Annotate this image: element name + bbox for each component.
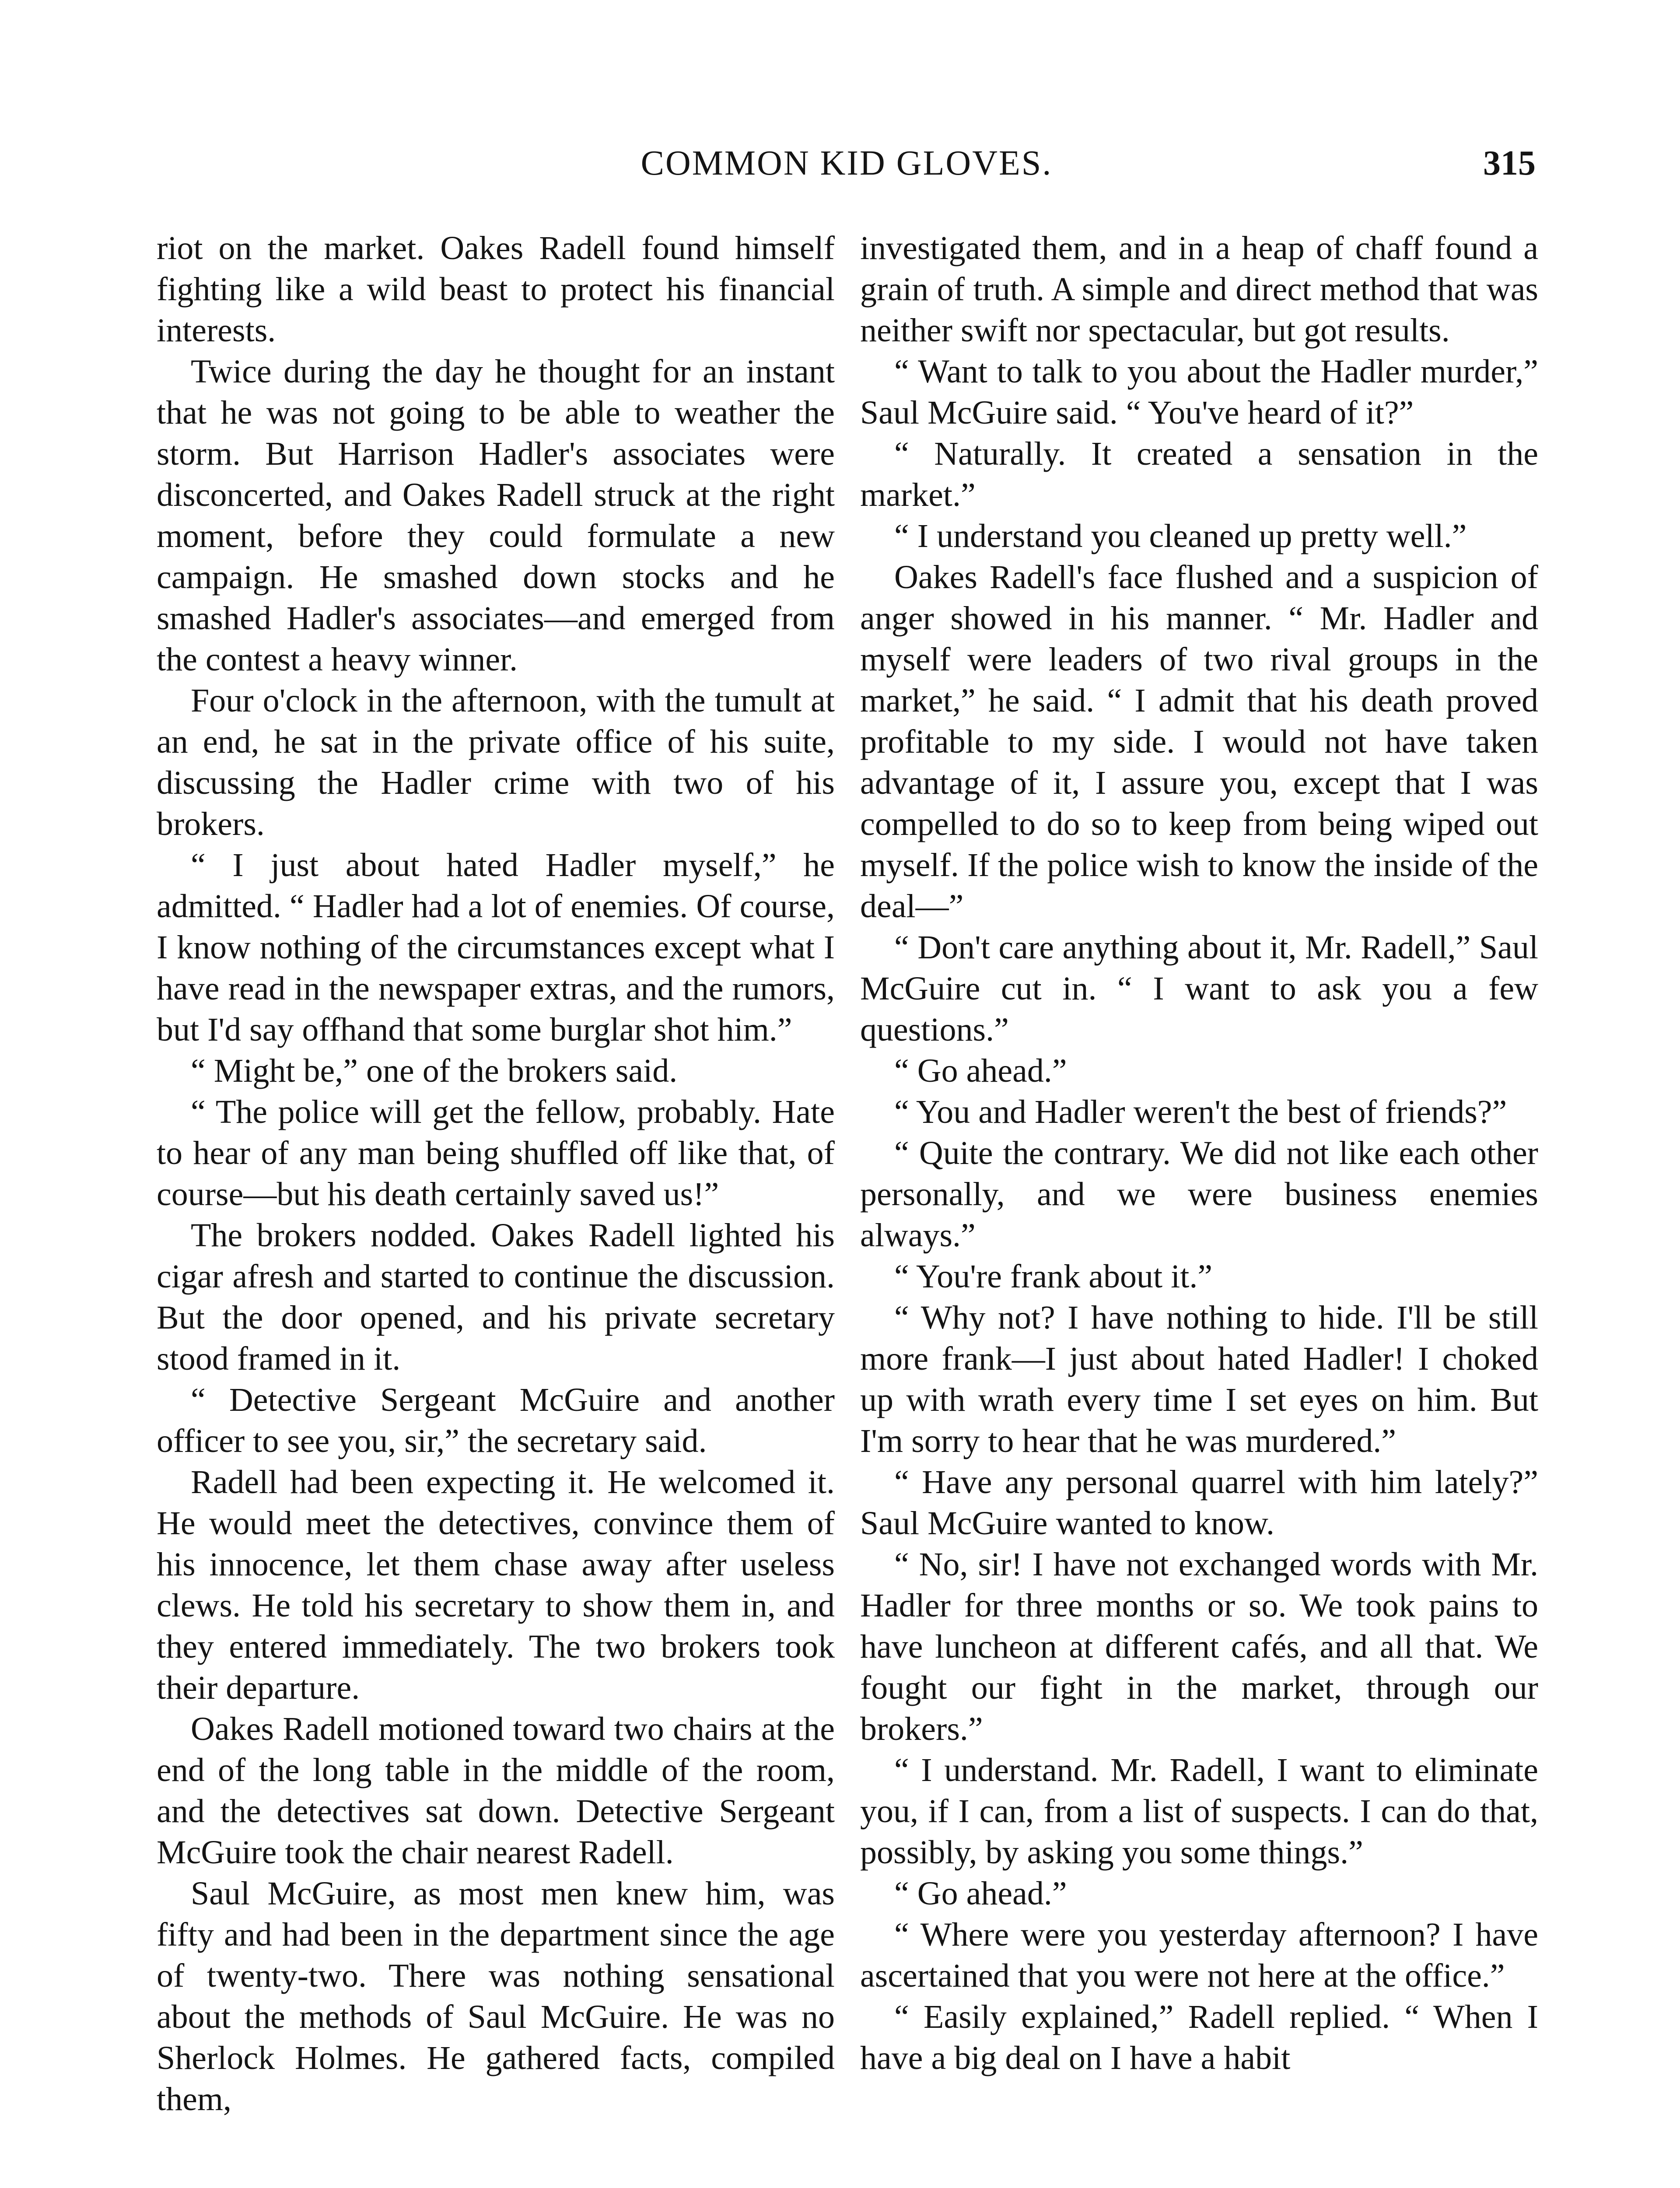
paragraph: “ Go ahead.” <box>894 1052 1067 1089</box>
paragraph: riot on the market. Oakes Radell found himself fighting like a wild beast to protect his financial interests. <box>157 230 835 349</box>
paragraph: Oakes Radell's face flushed and a suspicion of anger showed in his manner. “ Mr. Hadler and myself were leaders of two rival groups in the market,” he said. “ I admit that his death proved profitable to my side. I would not have taken advantage of it, I assure you, except that I was compelled to do so to keep from being wiped out myself. If the police wish to know the inside of the deal—” <box>860 559 1538 925</box>
paragraph: Saul McGuire, as most men knew him, was fifty and had been in the department since the age of twenty-two. There was nothing sensational about the methods of Saul McGuire. He was no Sherlock Holmes. He gathered facts, compiled them, <box>157 1875 835 2118</box>
paragraph: “ Might be,” one of the brokers said. <box>191 1052 678 1089</box>
paragraph: “ Naturally. It created a sensation in the market.” <box>860 435 1538 513</box>
paragraph: “ Easily explained,” Radell replied. “ When I have a big deal on I have a habit <box>860 1999 1538 2076</box>
paragraph: The brokers nodded. Oakes Radell lighted his cigar afresh and started to continue the discussion. But the door opened, and his private secretary stood framed in it. <box>157 1217 835 1377</box>
paragraph: Four o'clock in the afternoon, with the tumult at an end, he sat in the private office of his suite, discussing the Hadler crime with two of his brokers. <box>157 682 835 842</box>
running-head <box>158 139 1536 187</box>
paragraph: investigated them, and in a heap of chaff found a grain of truth. A simple and direct method that was neither swift nor spectacular, but got results. <box>860 230 1538 349</box>
paragraph: “ Go ahead.” <box>894 1875 1067 1912</box>
paragraph: “ Have any personal quarrel with him lately?” Saul McGuire wanted to know. <box>860 1464 1538 1542</box>
paragraph: “ Why not? I have nothing to hide. I'll be still more frank—I just about hated Hadler! I choked up with wrath every time I set eyes on him. But I'm sorry to hear that he was murdered.” <box>860 1299 1538 1459</box>
page-number: 315 <box>1483 144 1536 182</box>
paragraph: “ The police will get the fellow, probably. Hate to hear of any man being shuffled off like that, of course—but his death certainly saved us!” <box>157 1094 835 1213</box>
paragraph: Oakes Radell motioned toward two chairs at the end of the long table in the middle of the room, and the detectives sat down. Detective Sergeant McGuire took the chair nearest Radell. <box>157 1711 835 1871</box>
paragraph: Twice during the day he thought for an instant that he was not going to be able to weather the storm. But Harrison Hadler's associates were disconcerted, and Oakes Radell struck at the right moment, before they could formulate a new campaign. He smashed down stocks and he smashed Hadler's associates—and emerged from the contest a heavy winner. <box>157 353 835 678</box>
paragraph: “ I understand. Mr. Radell, I want to eliminate you, if I can, from a list of suspects. I can do that, possibly, by asking you some things.” <box>860 1752 1538 1871</box>
paragraph: “ You and Hadler weren't the best of friends?” <box>894 1094 1507 1130</box>
paragraph: “ Where were you yesterday afternoon? I have ascertained that you were not here at the office.” <box>860 1916 1538 1994</box>
paragraph: “ No, sir! I have not exchanged words with Mr. Hadler for three months or so. We took pains to have luncheon at different cafés, and all that. We fought our fight in the market, through our brokers.” <box>860 1546 1538 1747</box>
paragraph: Radell had been expecting it. He welcomed it. He would meet the detectives, convince them of his innocence, let them chase away after useless clews. He told his secretary to show them in, and they entered immediately. The two brokers took their departure. <box>157 1464 835 1706</box>
paragraph: “ I understand you cleaned up pretty well.” <box>894 518 1467 554</box>
paragraph: “ Want to talk to you about the Hadler murder,” Saul McGuire said. “ You've heard of it?” <box>860 353 1538 431</box>
paragraph: “ Detective Sergeant McGuire and another officer to see you, sir,” the secretary said. <box>157 1382 835 1459</box>
paragraph: “ Quite the contrary. We did not like each other personally, and we were business enemies always.” <box>860 1135 1538 1254</box>
right-column <box>860 228 1538 2079</box>
chapter-title: COMMON KID GLOVES. <box>640 144 1053 182</box>
paragraph: “ I just about hated Hadler myself,” he admitted. “ Hadler had a lot of enemies. Of course, I know nothing of the circumstances except what I have read in the newspaper extras, and the rumors, but I'd say offhand that some burglar shot him.” <box>157 847 835 1048</box>
paragraph: “ Don't care anything about it, Mr. Radell,” Saul McGuire cut in. “ I want to ask you a few questions.” <box>860 929 1538 1048</box>
left-column <box>157 228 835 2120</box>
paragraph: “ You're frank about it.” <box>894 1258 1213 1295</box>
